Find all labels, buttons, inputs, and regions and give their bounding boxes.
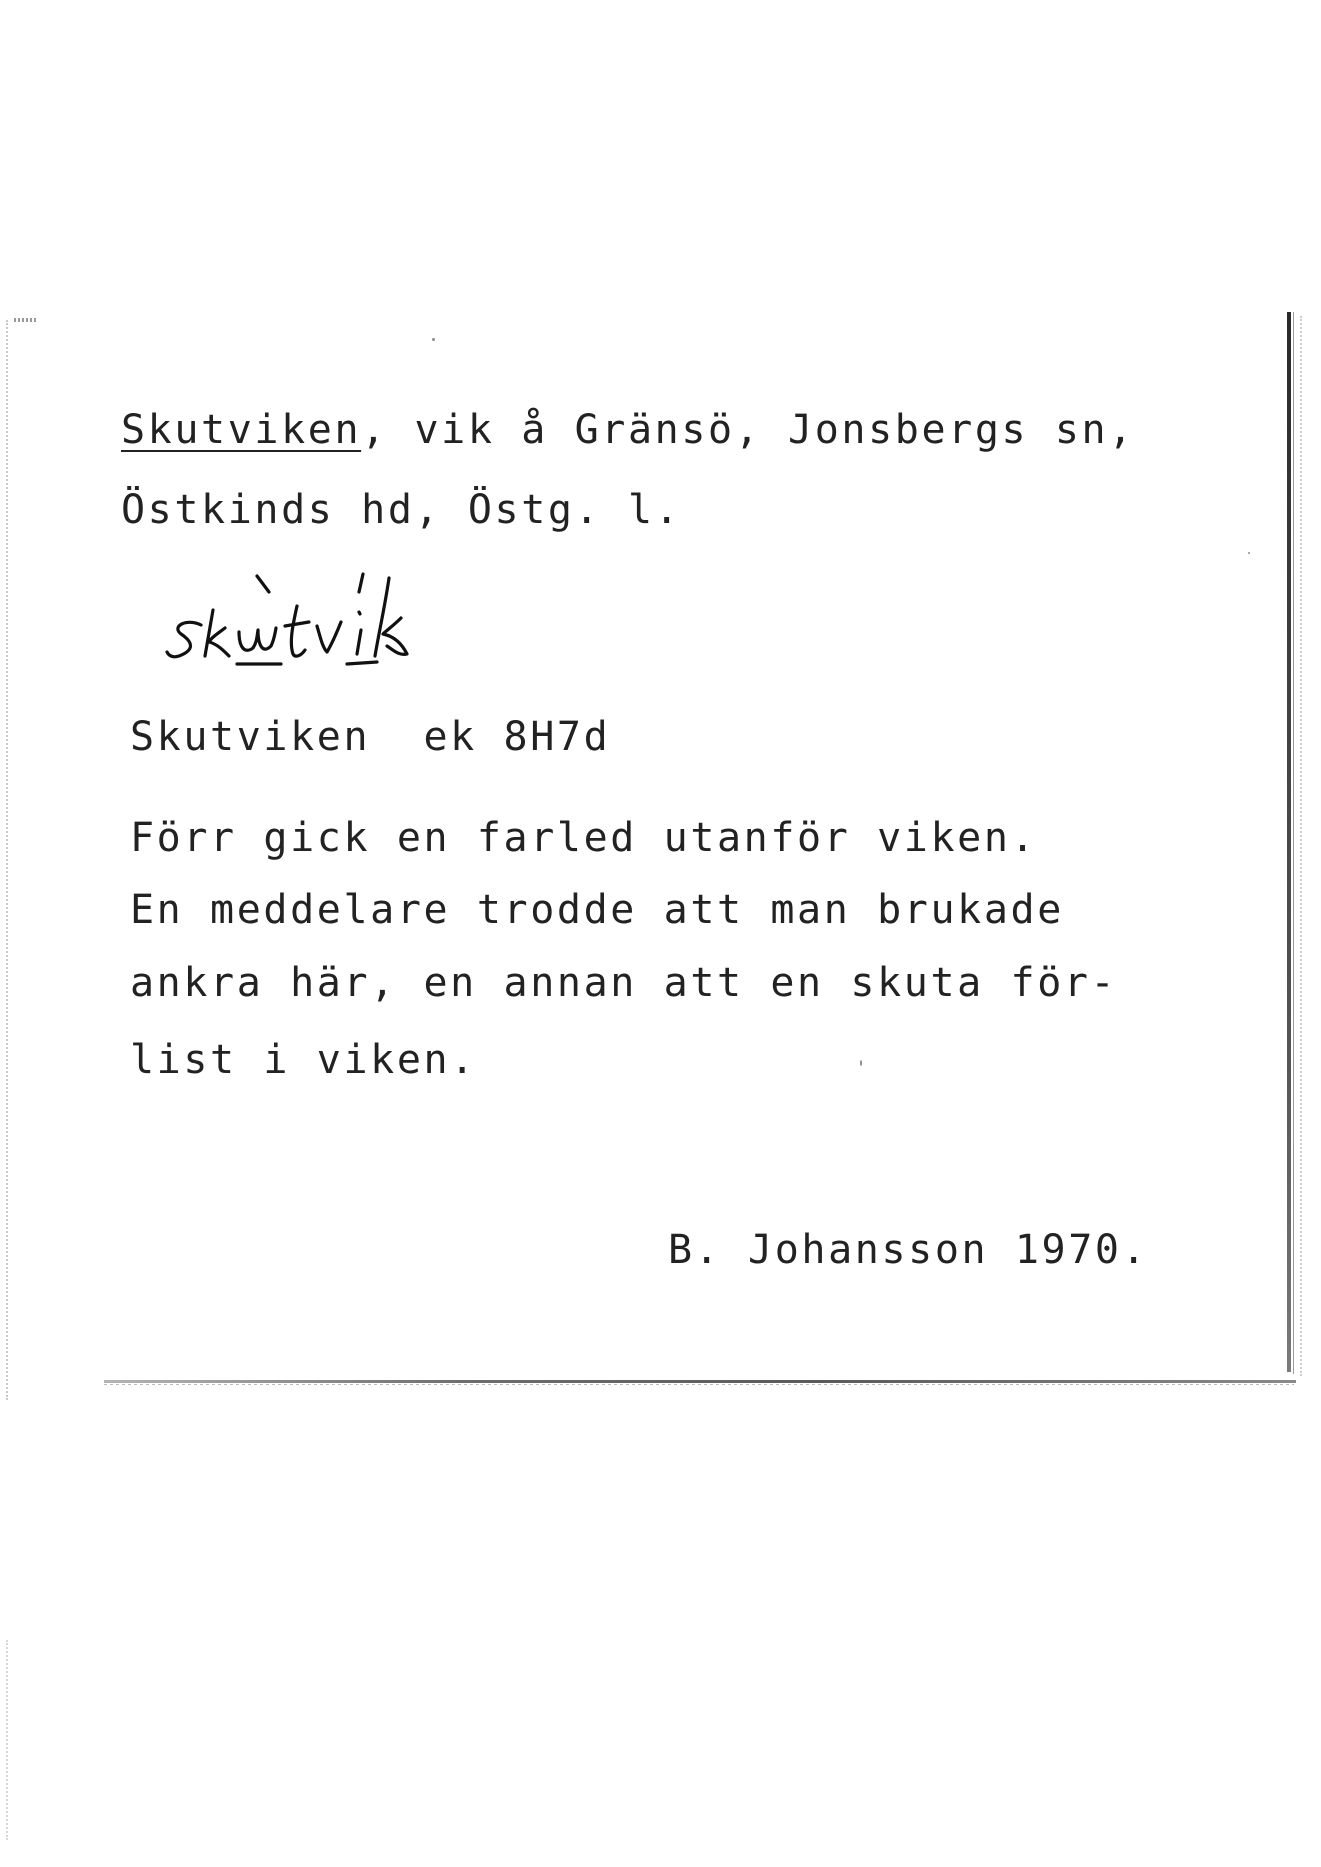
dust-speck <box>860 1060 862 1066</box>
scanner-edge-trace <box>6 320 10 1400</box>
card-bottom-edge-shadow <box>104 1384 1294 1385</box>
handwritten-pronunciation <box>165 570 465 680</box>
scanner-mark <box>14 318 36 322</box>
card-right-trace <box>1300 316 1304 1376</box>
author-signature: B. Johansson 1970. <box>668 1227 1149 1273</box>
dust-speck <box>432 338 435 341</box>
note-line: list i viken. <box>130 1037 477 1083</box>
note-line: Förr gick en farled utanför viken. <box>130 815 1038 861</box>
scanner-edge-trace-lower <box>6 1640 10 1840</box>
map-reference: Skutviken ek 8H7d <box>130 714 611 760</box>
card-right-edge <box>1287 312 1291 1372</box>
place-name: Skutviken <box>121 407 362 453</box>
dust-speck <box>1248 552 1250 554</box>
note-line: ankra här, en annan att en skuta för- <box>130 960 1118 1006</box>
card-bottom-edge <box>104 1380 1296 1383</box>
card-location-line: Östkinds hd, Östg. l. <box>121 487 682 533</box>
place-description: , vik å Gränsö, Jonsbergs sn, <box>361 407 1135 453</box>
card-heading <box>121 407 1135 453</box>
note-line: En meddelare trodde att man brukade <box>130 887 1064 933</box>
card-right-edge-shadow <box>1293 312 1294 1374</box>
